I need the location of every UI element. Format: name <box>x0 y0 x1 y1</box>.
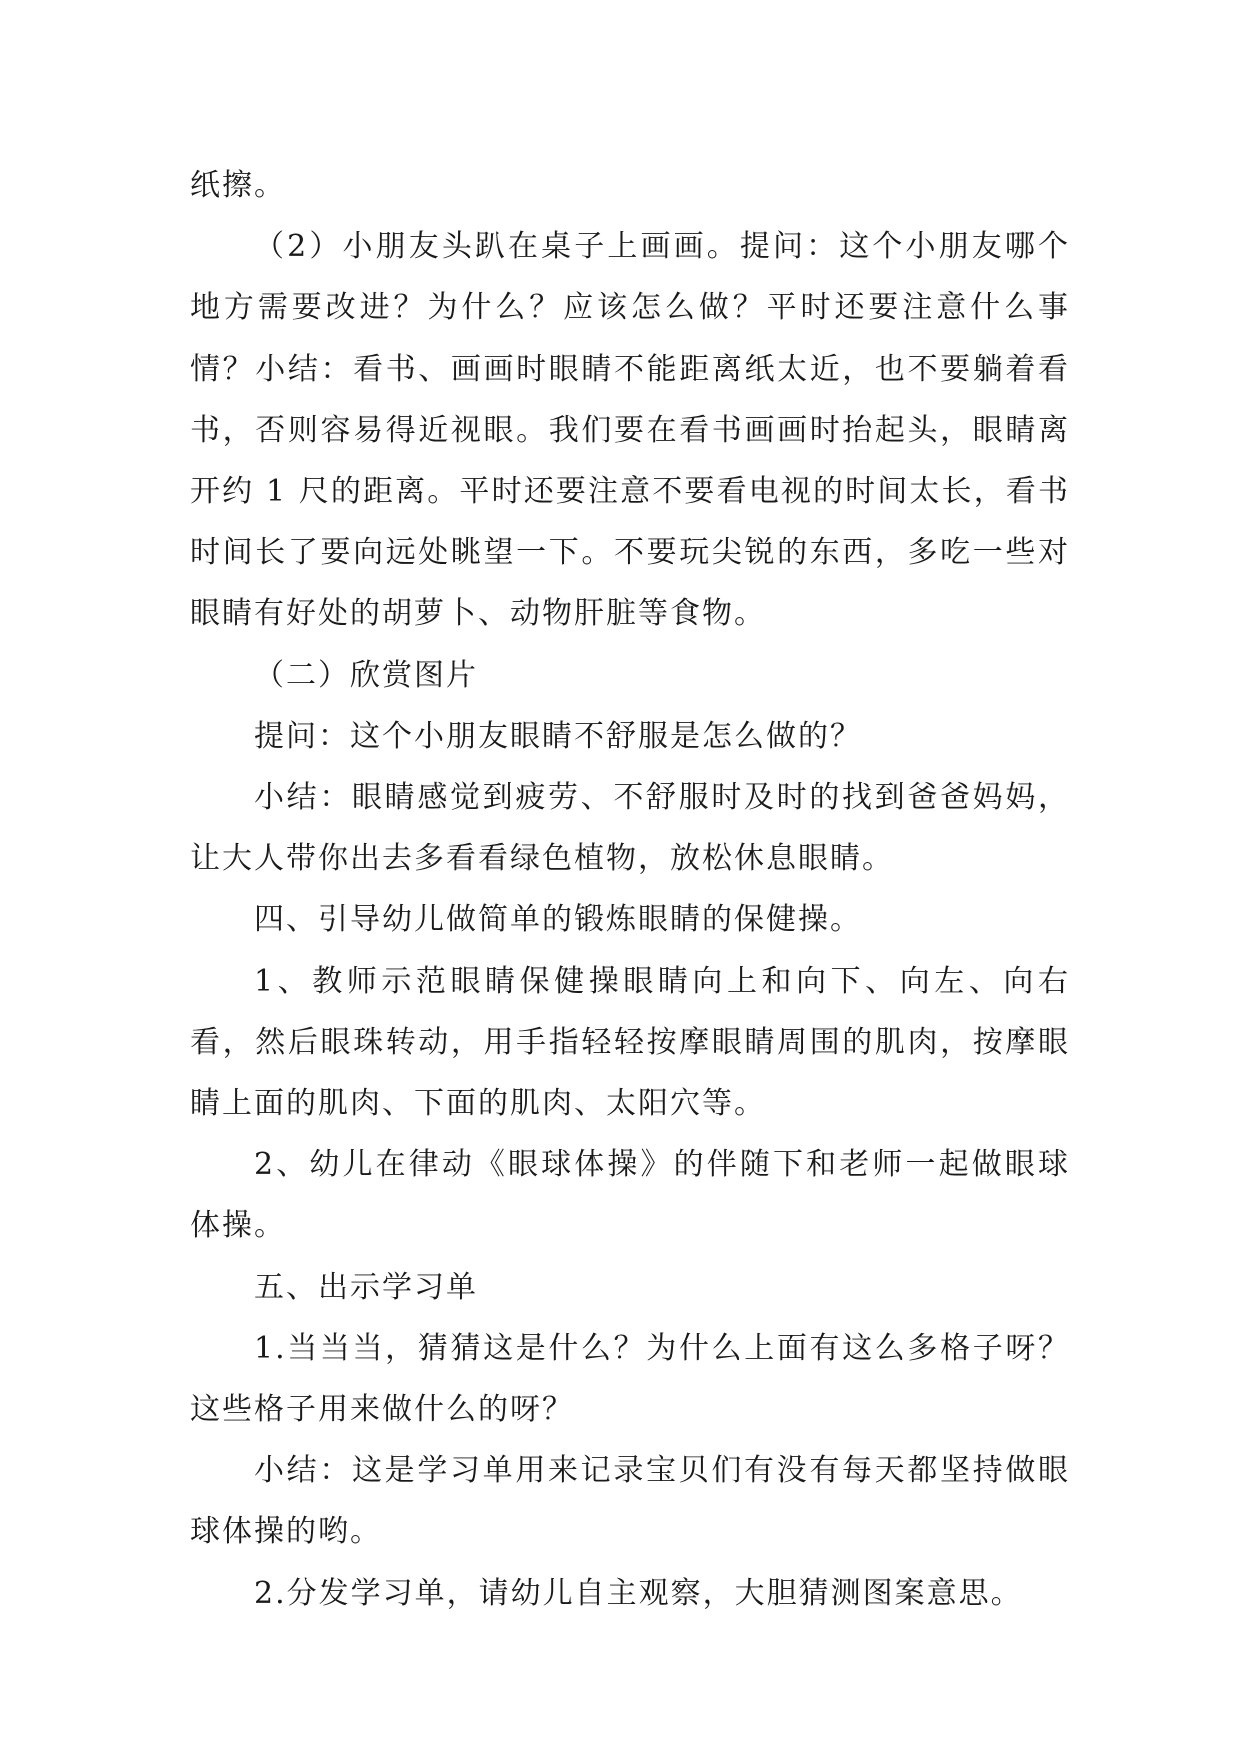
paragraph-question: 提问：这个小朋友眼睛不舒服是怎么做的？ <box>254 718 862 754</box>
paragraph-continuation: 纸擦。 <box>190 168 286 203</box>
paragraph-teacher-demo: 1、教师示范眼睛保健操眼睛向上和向下、向左、向右看，然后眼珠转动，用手指轻轻按摩眼睛周围的肌肉，按摩眼睛上面的肌肉、下面的肌肉、太阳穴等。 <box>190 963 1070 1122</box>
document-body <box>190 155 1070 1624</box>
section-heading-appreciate-pictures: （二）欣赏图片 <box>254 657 478 693</box>
paragraph-summary-rest-eyes: 小结：眼睛感觉到疲劳、不舒服时及时的找到爸爸妈妈，让大人带你出去多看看绿色植物，放松休息眼睛。 <box>190 780 1070 877</box>
paragraph-example-2: （2）小朋友头趴在桌子上画画。提问：这个小朋友哪个地方需要改进？为什么？应该怎么做？平时还要注意什么事情？小结：看书、画画时眼睛不能距离纸太近，也不要躺着看书，否则容易得近视眼。我们要在看书画画时抬起头，眼睛离开约 1 尺的距离。平时还要注意不要看电视的时间太长，看书时间长了要向远处眺望一下。不要玩尖锐的东西，多吃一些对眼睛有好处的胡萝卜、动物肝脏等食物。 <box>190 229 1070 632</box>
paragraph-guess-sheet: 1.当当当，猜猜这是什么？为什么上面有这么多格子呀？这些格子用来做什么的呀？ <box>190 1330 1070 1428</box>
paragraph-summary-sheet: 小结：这是学习单用来记录宝贝们有没有每天都坚持做眼球体操的哟。 <box>190 1453 1070 1550</box>
paragraph-distribute-sheet: 2.分发学习单，请幼儿自主观察，大胆猜测图案意思。 <box>254 1575 1023 1611</box>
section-heading-eye-exercise: 四、引导幼儿做简单的锻炼眼睛的保健操。 <box>254 902 862 938</box>
section-heading-study-sheet: 五、出示学习单 <box>254 1269 478 1305</box>
paragraph-children-exercise: 2、幼儿在律动《眼球体操》的伴随下和老师一起做眼球体操。 <box>190 1147 1070 1244</box>
